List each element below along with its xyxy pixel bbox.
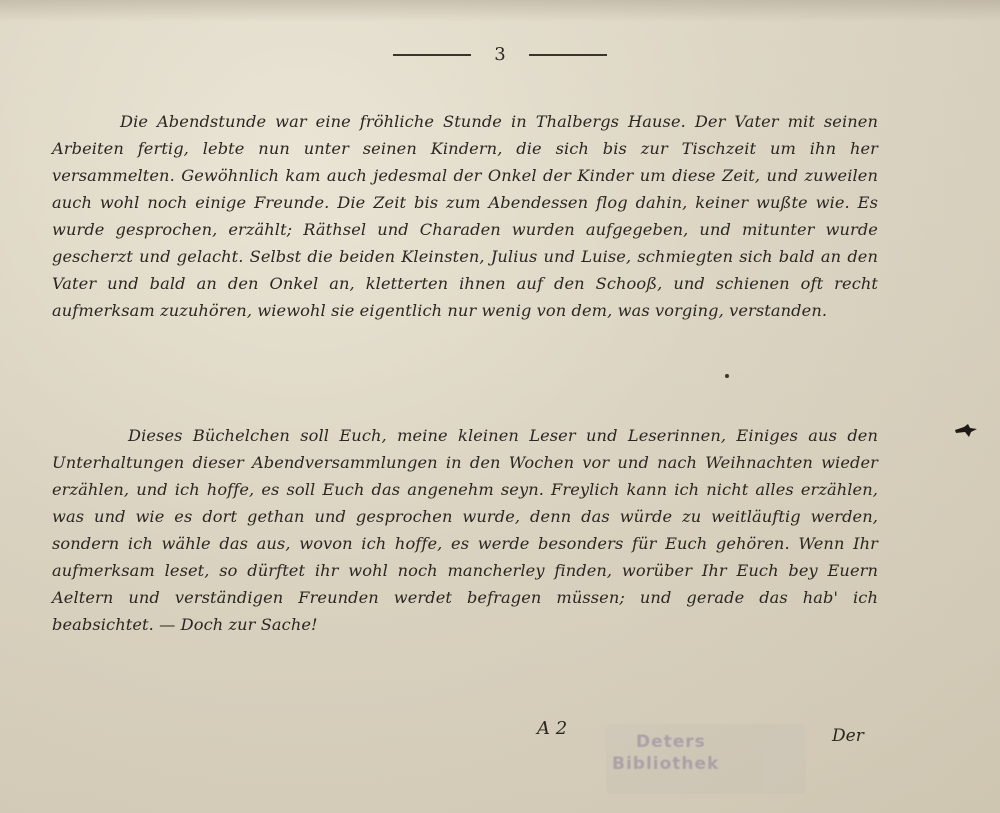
paragraph-1: Die Abendstunde war eine fröhliche Stunde in Thalbergs Hause. Der Vater mit seinen Arbeiten fertig, lebte nun unter seinen Kindern, die sich bis zur Tischzeit um ihn her versammelten. Gewöhnlich kam auch jedesmal der Onkel der Kinder um diese Zeit, und zuweilen auch wohl noch einige Freunde. Die Zeit bis zum Abendessen flog dahin, keiner wußte wie. Es wurde gesprochen, erzählt; Räthsel und Charaden wurden aufgegeben, und mitunter wurde gescherzt und gelacht. Selbst die beiden Kleinsten, Julius und Luise, schmiegten sich bald an den Vater und bald an den Onkel an, kletterten ihnen auf den Schooß, und schienen oft recht aufmerksam zuzuhören, wiewohl sie eigentlich nur wenig von dem, was vorging, verstanden. [52, 112, 878, 321]
header-rule-right [529, 54, 607, 56]
page-number: 3 [494, 44, 506, 65]
signature-mark: A 2 [537, 718, 568, 739]
page-edge-shadow [0, 0, 1000, 22]
stamp-line-2: Bibliothek [612, 754, 720, 774]
stamp-line-1: Deters [636, 732, 706, 752]
ink-blot-icon [954, 424, 978, 438]
library-stamp [606, 724, 806, 794]
header-rule-left [393, 54, 471, 56]
page-header [0, 44, 1000, 65]
paragraph-2: Dieses Büchelchen soll Euch, meine kleinen Leser und Leserinnen, Einiges aus den Unterhaltungen dieser Abendversammlungen in den Wochen vor und nach Weihnachten wieder erzählen, und ich hoffe, es soll Euch das angenehm seyn. Freylich kann ich nicht alles erzählen, was und wie es dort gethan und gesprochen wurde, denn das würde zu weitläuftig werden, sondern ich wähle das aus, wovon ich hoffe, es werde besonders für Euch gehören. Wenn Ihr aufmerksam leset, so dürftet ihr wohl noch mancherley finden, worüber Ihr Euch bey Euern Aeltern und verständigen Freunden werdet befragen müssen; und gerade das hab' ich beabsichtet. — Doch zur Sache! [52, 426, 878, 635]
ink-dot [725, 374, 729, 378]
catchword: Der [832, 726, 864, 746]
